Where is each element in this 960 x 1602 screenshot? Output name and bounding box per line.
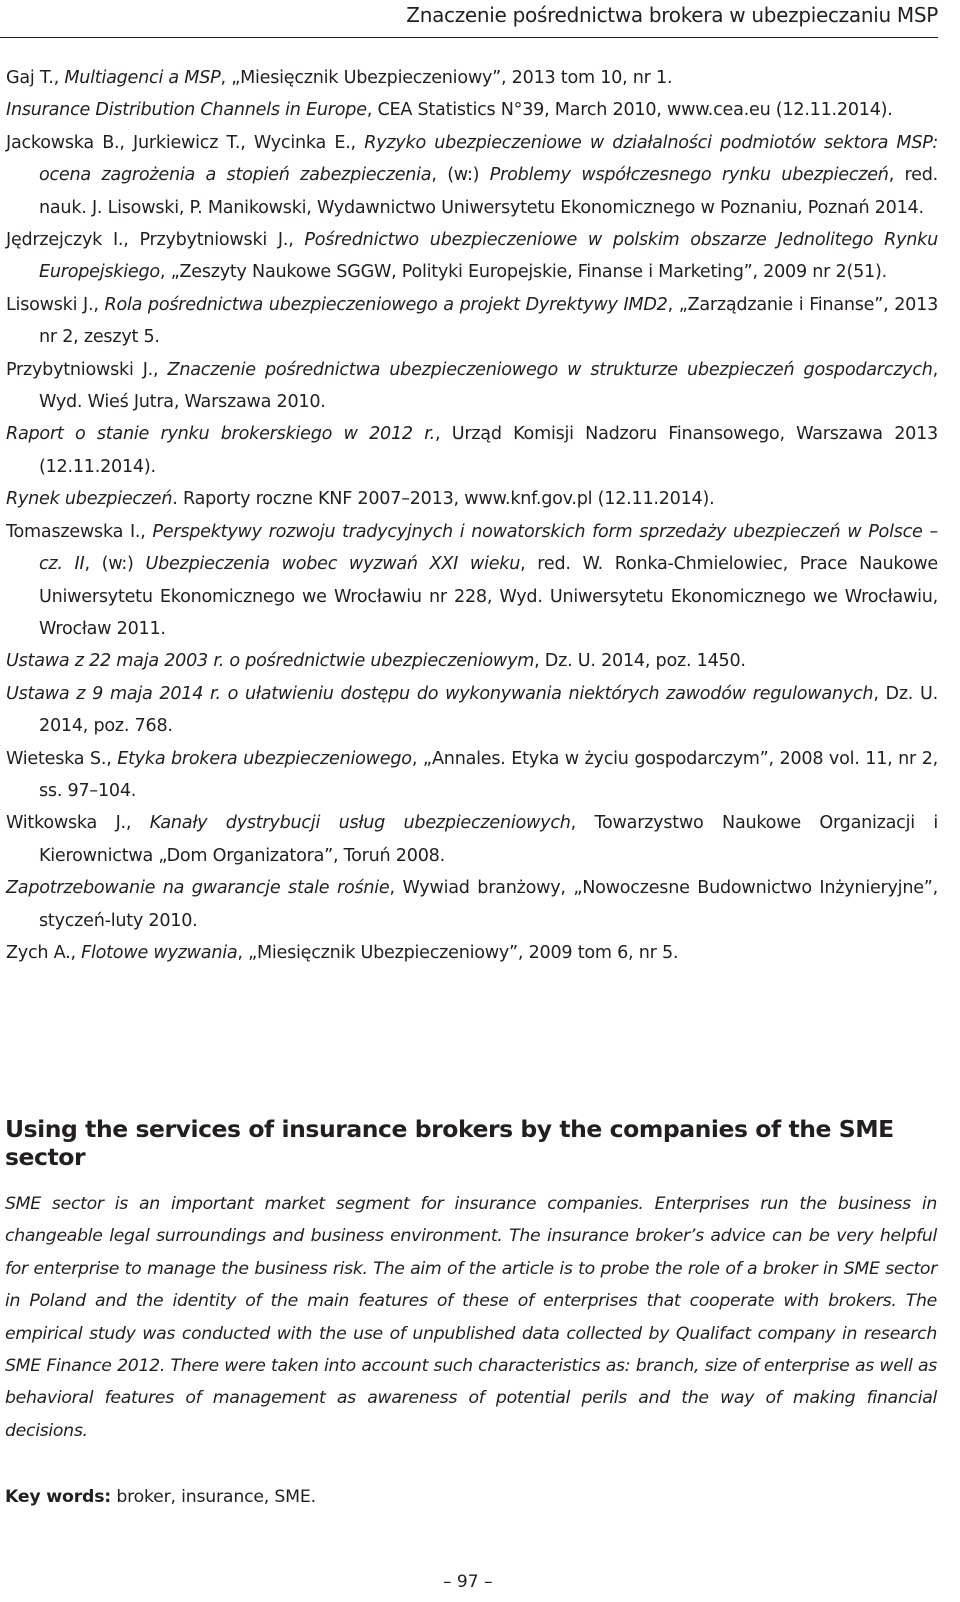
reference-text: Lisowski J., [6,294,105,315]
reference-entry [6,483,938,515]
reference-text: , (w:) [84,554,146,575]
reference-title-italic: Insurance Distribution Channels in Europe [6,100,367,121]
reference-entry [6,645,938,677]
reference-title-italic: Ryzyko ubezpieczeniowe w działalności podmiotów sektora MSP: ocena zagrożenia a stopień zabezpieczenia [39,132,939,186]
reference-text: , „Zeszyty Naukowe SGGW, Polityki Europejskie, Finanse i Marketing”, 2009 nr 2(51). [159,262,887,283]
reference-title-italic: Multiagenci a MSP [64,68,221,88]
reference-text: Jędrzejczyk I., Przybytniowski J., [6,230,305,251]
reference-title-italic: Znaczenie pośrednictwa ubezpieczeniowego w strukturze ubezpieczeń gospodarczych [167,359,933,380]
reference-entry [6,62,938,94]
reference-title-italic: Zapotrzebowanie na gwarancje stale rośnie [6,878,390,899]
keywords [5,1487,316,1507]
bibliography-list [6,62,938,969]
reference-text: , „Annales. Etyka w życiu gospodarczym”, 2008 vol. 11, nr 2, ss. 97–104. [39,748,938,801]
abstract-title: Using the services of insurance brokers by the companies of the SME sector [5,1115,894,1171]
reference-title-italic: Perspektywy rozwoju tradycyjnych i nowatorskich form sprzedaży ubezpieczeń w Polsce – cz. II [39,521,938,575]
running-title: Znaczenie pośrednictwa brokera w ubezpieczaniu MSP [406,3,938,27]
reference-title-italic: Problemy współczesnego rynku ubezpieczeń [489,165,889,186]
reference-text: . Raporty roczne KNF 2007–2013, www.knf.gov.pl (12.11.2014). [172,489,715,510]
reference-text: Witkowska J., [6,813,150,834]
reference-entry [6,872,938,937]
reference-entry [6,516,938,646]
reference-text: , Towarzystwo Naukowe Organizacji i Kierownictwa „Dom Organizatora”, Toruń 2008. [39,813,939,866]
reference-entry [6,807,938,872]
reference-title-italic: Ustawa z 22 maja 2003 r. o pośrednictwie ubezpieczeniowym [6,651,535,672]
reference-entry [6,678,938,743]
reference-text: , red. nauk. J. Lisowski, P. Manikowski, Wydawnictwo Uniwersytetu Ekonomicznego w Poznaniu, Poznań 2014. [39,165,938,218]
reference-text: Gaj T., [6,68,65,88]
reference-text: Przybytniowski J., [6,359,168,380]
reference-text: , Dz. U. 2014, poz. 1450. [534,651,746,672]
reference-entry [6,94,938,126]
reference-title-italic: Rynek ubezpieczeń [6,489,173,510]
reference-title-italic: Rola pośrednictwa ubezpieczeniowego a projekt Dyrektywy IMD2 [104,294,668,315]
reference-text: , „Zarządzanie i Finanse”, 2013 nr 2, zeszyt 5. [39,294,939,348]
reference-text: , Dz. U. 2014, poz. 768. [39,683,938,737]
header-rule [0,37,938,38]
reference-text: , CEA Statistics N°39, March 2010, www.cea.eu (12.11.2014). [366,100,893,121]
reference-text: Tomaszewska I., [6,521,153,542]
page-number: – 97 – [443,1572,493,1592]
reference-text: , „Miesięcznik Ubezpieczeniowy”, 2013 tom 10, nr 1. [220,68,673,88]
reference-text: , „Miesięcznik Ubezpieczeniowy”, 2009 tom 6, nr 5. [237,942,679,963]
reference-title-italic: Ubezpieczenia wobec wyzwań XXI wieku [145,554,521,575]
reference-entry [6,224,938,289]
reference-entry [6,743,938,808]
reference-title-italic: Raport o stanie rynku brokerskiego w 2012 r. [6,424,435,445]
reference-title-italic: Kanały dystrybucji usług ubezpieczeniowych [149,813,571,834]
reference-text: Jackowska B., Jurkiewicz T., Wycinka E., [6,132,365,153]
reference-text: Zych A., [6,942,82,963]
reference-text: , Urząd Komisji Nadzoru Finansowego, Warszawa 2013 (12.11.2014). [39,424,938,477]
reference-entry [6,418,938,483]
reference-entry [6,354,938,419]
reference-title-italic: Ustawa z 9 maja 2014 r. o ułatwieniu dostępu do wykonywania niektórych zawodów regulowanych [6,683,874,704]
reference-title-italic: Pośrednictwo ubezpieczeniowe w polskim obszarze Jednolitego Rynku Europejskiego [39,230,938,283]
keywords-label: Key words: [5,1487,112,1507]
reference-title-italic: Flotowe wyzwania [81,942,238,963]
reference-entry [6,127,938,224]
reference-title-italic: Etyka brokera ubezpieczeniowego [117,748,412,769]
reference-text: , red. W. Ronka-Chmielowiec, Prace Naukowe Uniwersytetu Ekonomicznego we Wrocławiu nr 228, Wyd. Uniwersytetu Ekonomicznego we Wrocławiu, Wrocław 2011. [39,554,938,639]
reference-text: , (w:) [431,165,490,186]
reference-entry [6,937,938,969]
running-header [0,0,960,50]
reference-entry [6,289,938,354]
abstract-body: SME sector is an important market segment for insurance companies. Enterprises run the business in changeable legal surroundings and business environment. The insurance broker’s advice can be very helpful for enterprise to manage the business risk. The aim of the article is to probe the role of a broker in SME sector in Poland and the identity of the main features of these of enterprises that cooperate with brokers. The empirical study was conducted with the use of unpublished data collected by Qualifact company in research SME Finance 2012. There were taken into account such characteristics as: branch, size of enterprise as well as behavioral features of management as awareness of potential perils and the way of making financial decisions. [5,1194,937,1441]
keywords-value: broker, insurance, SME. [116,1487,316,1507]
reference-text: Wieteska S., [6,748,118,769]
reference-text: , Wywiad branżowy, „Nowoczesne Budownictwo Inżynieryjne”, styczeń-luty 2010. [39,878,938,931]
reference-text: , Wyd. Wieś Jutra, Warszawa 2010. [39,359,939,413]
